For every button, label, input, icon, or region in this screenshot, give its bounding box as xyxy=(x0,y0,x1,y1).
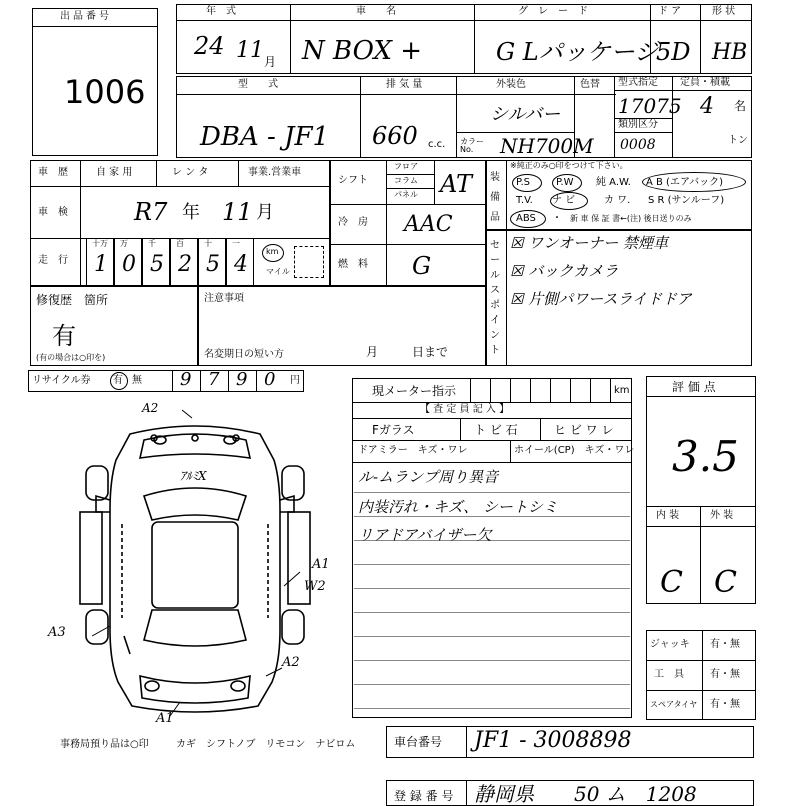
meter-unit: km xyxy=(614,385,630,396)
class-label: 類別区分 xyxy=(618,119,658,130)
km-label: km xyxy=(266,247,279,256)
meter-label: 現メーター指示 xyxy=(372,384,457,398)
shift-column: コラム xyxy=(394,176,418,185)
odometer-digit: 2 xyxy=(178,252,192,277)
wheel-label: ホイール(CP) キズ・ワレ xyxy=(514,445,635,456)
history-label: 車 歴 xyxy=(38,167,68,178)
fuel-label: 燃 料 xyxy=(338,259,368,270)
recycle-divider xyxy=(172,370,173,392)
ruled-line xyxy=(354,612,630,613)
deadline-label: 名変期日の短い方 xyxy=(204,349,284,360)
jack-label: ジャッキ xyxy=(650,639,690,650)
ac-label: 冷 房 xyxy=(338,217,368,228)
ext-color-label: 外装色 xyxy=(496,79,526,90)
car-name-value: N BOX + xyxy=(302,36,423,66)
color-no-label: カラー No. xyxy=(460,137,484,154)
recycle-digit: 7 xyxy=(208,369,220,390)
inspector-note-3: リアドアバイザー欠 xyxy=(358,526,492,544)
equip-sr: S R (サンルーフ) xyxy=(648,195,725,206)
recycle-unit: 円 xyxy=(290,375,300,386)
displacement-value: 660 xyxy=(372,122,418,150)
equip-navi: ナ ビ xyxy=(552,195,576,206)
chassis-value: JF1 - 3008898 xyxy=(474,728,632,753)
score-label: 評 価 点 xyxy=(672,380,716,394)
recycle-yes: 有 xyxy=(113,375,123,386)
recycle-divider xyxy=(256,370,257,392)
recycle-digit: 9 xyxy=(236,369,248,390)
deadline-day: 日まで xyxy=(412,345,449,359)
inspector-note-1: ル-ムランプ周り異音 xyxy=(358,468,499,486)
inspection-month-unit: 月 xyxy=(256,202,274,223)
displacement-label: 排 気 量 xyxy=(386,79,423,90)
tools-status: 有・無 xyxy=(710,669,740,680)
inspection-label: 車 検 xyxy=(38,207,68,218)
shift-panel: パネル xyxy=(394,190,418,199)
ruled-line xyxy=(354,684,630,685)
model-cert-label: 型式指定 xyxy=(618,77,658,88)
fuel-value: G xyxy=(412,252,432,280)
grade-value: G Lパッケージ xyxy=(496,38,659,66)
door-value: 5D xyxy=(656,38,691,66)
office-items: カギ シフトノブ リモコン ナビロム xyxy=(176,739,356,750)
grade-label: グ レ ー ド xyxy=(518,6,588,17)
type-label: 型 式 xyxy=(238,79,278,90)
cc-unit: c.c. xyxy=(428,139,446,150)
shape-label: 形 状 xyxy=(712,6,736,17)
odometer-digit: 5 xyxy=(150,252,164,277)
recycle-label: リサイクル券 xyxy=(32,375,91,386)
odometer-digit-label: 十 xyxy=(204,239,212,248)
ruled-line xyxy=(354,564,630,565)
mark-a3-left: A3 xyxy=(48,625,66,640)
type-value: DBA - JF1 xyxy=(200,122,330,152)
color-change-label: 色替 xyxy=(580,79,600,90)
equip-warranty: 新 車 保 証 書←(注) 後日送りのみ xyxy=(570,214,692,223)
private-label: 自 家 用 xyxy=(96,167,133,178)
interior-value: C xyxy=(660,565,683,600)
recycle-divider xyxy=(200,370,201,392)
mark-a2-bottom: A2 xyxy=(282,655,300,670)
mark-w2-right: W2 xyxy=(304,579,326,594)
exterior-value: C xyxy=(714,565,737,600)
sales-point-1: ☒ ワンオーナー 禁煙車 xyxy=(510,234,668,252)
inspection-era: R7 xyxy=(134,198,168,226)
mileage-label: 走 行 xyxy=(38,255,68,266)
sales-point-3: ☒ 片側パワースライドドア xyxy=(510,290,692,308)
ruled-line xyxy=(354,636,630,637)
exterior-label: 外 装 xyxy=(710,510,734,521)
inspector-note-2: 内装汚れ・キズ、 シートシミ xyxy=(358,498,558,516)
car-damage-diagram xyxy=(60,400,330,730)
ton-unit: トン xyxy=(728,135,748,146)
repair-label: 修復歴 箇所 xyxy=(36,293,109,307)
lot-label: 出品番号 xyxy=(60,11,112,22)
odometer-digit: 1 xyxy=(94,252,108,277)
equip-dot: ・ xyxy=(552,213,562,224)
notice-label: 注意事項 xyxy=(204,293,244,304)
office-label: 事務局預り品は○印 xyxy=(60,739,149,750)
odometer-digit: 5 xyxy=(206,252,220,277)
equip-pw: P.W xyxy=(556,177,574,188)
equipment-label: 装備品 xyxy=(490,172,500,223)
recycle-digit: 0 xyxy=(264,369,276,390)
shift-value: AT xyxy=(440,170,473,198)
lot-number: 1006 xyxy=(64,73,146,111)
inspection-month: 11 xyxy=(222,198,253,226)
ac-value: AAC xyxy=(404,212,453,237)
equip-kawa: カ ワ. xyxy=(604,195,631,206)
spare-label: スペアタイヤ xyxy=(650,700,698,709)
shape-value: HB xyxy=(712,40,748,65)
equip-ab: A B (エアバック) xyxy=(646,177,724,188)
equip-ps: P.S xyxy=(516,177,530,188)
ext-color-value: シルバー xyxy=(490,104,561,125)
roof-note: ｱﾙﾐX xyxy=(180,469,207,483)
shift-floor: フロア xyxy=(394,162,418,171)
jack-status: 有・無 xyxy=(710,639,740,650)
name-label: 車 名 xyxy=(356,6,396,17)
odometer-digit-label: 千 xyxy=(148,239,156,248)
spare-status: 有・無 xyxy=(710,699,740,710)
sales-point-2: ☒ バックカメラ xyxy=(510,262,619,280)
odometer-digit: 4 xyxy=(234,252,248,277)
business-label: 事業.営業車 xyxy=(248,167,302,178)
chip-label: ト ビ 石 xyxy=(474,423,518,437)
repair-note: (有の場合は○印を) xyxy=(36,353,106,362)
shift-label: シフト xyxy=(338,175,368,186)
registration-value: 静岡県 50 ム 1208 xyxy=(474,782,697,806)
mark-a1-right: A1 xyxy=(312,557,330,572)
mark-a2-top: A2 xyxy=(142,401,159,415)
tools-label: 工 具 xyxy=(654,669,684,680)
ruled-line xyxy=(354,708,630,709)
recycle-divider xyxy=(228,370,229,392)
deadline-month: 月 xyxy=(366,345,379,359)
door-label: ド ア xyxy=(658,6,682,17)
inspector-title: 【 査 定 員 記 入 】 xyxy=(420,404,510,415)
mile-label: マイル xyxy=(266,267,290,276)
odometer-digit: 0 xyxy=(122,252,136,277)
odometer-digit-label: 十万 xyxy=(92,239,108,248)
inspection-year-unit: 年 xyxy=(182,202,200,223)
sales-points-label: セールスポイント xyxy=(490,240,500,356)
color-no-value: NH700M xyxy=(500,134,594,158)
ruled-line xyxy=(354,660,630,661)
month-unit: 月 xyxy=(264,55,277,69)
class-value: 0008 xyxy=(620,137,656,153)
odometer-digit-label: 一 xyxy=(232,239,240,248)
capacity-value: 4 xyxy=(700,94,714,119)
year-value: 24 xyxy=(194,32,225,60)
registration-label: 登 録 番 号 xyxy=(394,789,454,803)
repair-value: 有 xyxy=(52,322,76,350)
interior-label: 内 装 xyxy=(656,510,680,521)
chassis-label: 車台番号 xyxy=(394,735,443,749)
ruled-line xyxy=(354,516,630,517)
mile-box xyxy=(294,246,324,278)
recycle-no: 無 xyxy=(132,375,142,386)
person-unit: 名 xyxy=(734,99,747,113)
rental-label: レ ン タ xyxy=(172,167,209,178)
equipment-note: ※純正のみ○印をつけて下さい。 xyxy=(510,161,628,170)
odometer-digit-label: 百 xyxy=(176,239,184,248)
crack-label: ヒ ビ ワ レ xyxy=(554,423,614,437)
score-value: 3.5 xyxy=(672,432,739,481)
f-glass-label: Fガラス xyxy=(372,423,415,437)
ruled-line xyxy=(354,492,630,493)
mark-a1-bottom: A1 xyxy=(156,711,174,726)
equip-abs: ABS xyxy=(516,213,536,224)
door-mirror-label: ドアミラー キズ・ワレ xyxy=(358,445,468,456)
equip-tv: T.V. xyxy=(516,195,533,206)
equip-aw: 純 A.W. xyxy=(596,177,631,188)
recycle-digit: 9 xyxy=(180,369,192,390)
ruled-line xyxy=(354,588,630,589)
year-label: 年 式 xyxy=(206,6,236,17)
model-cert-value: 17075 xyxy=(618,94,682,118)
month-value: 11 xyxy=(236,38,264,63)
odometer-digit-label: 万 xyxy=(120,239,128,248)
capacity-label: 定員・積載 xyxy=(680,77,730,88)
